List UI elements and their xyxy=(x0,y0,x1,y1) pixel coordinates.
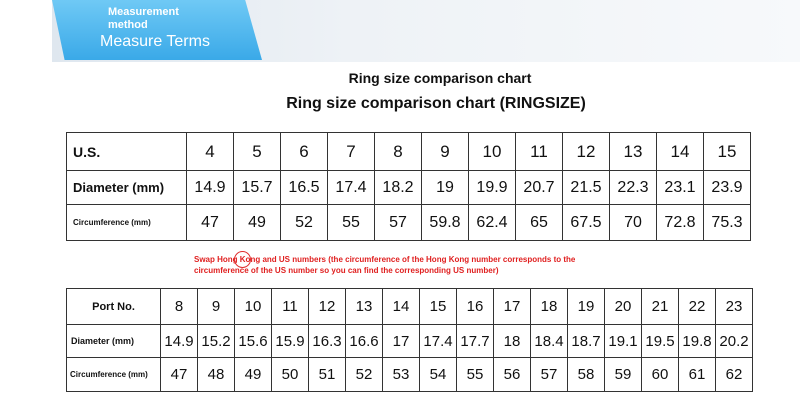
port-size-cell: 13 xyxy=(346,289,383,325)
port-size-cell: 12 xyxy=(309,289,346,325)
circumference-cell: 49 xyxy=(235,358,272,392)
diameter-cell: 17.7 xyxy=(457,325,494,358)
conversion-note xyxy=(194,254,694,276)
circumference-label: Circumference (mm) xyxy=(67,358,161,392)
port-diameter-row xyxy=(67,325,753,358)
circumference-cell: 61 xyxy=(679,358,716,392)
us-size-cell: 15 xyxy=(704,133,751,171)
diameter-cell: 14.9 xyxy=(187,171,234,205)
diameter-cell: 18.7 xyxy=(568,325,605,358)
port-size-cell: 15 xyxy=(420,289,457,325)
us-size-cell: 6 xyxy=(281,133,328,171)
diameter-cell: 19.5 xyxy=(642,325,679,358)
diameter-cell: 15.2 xyxy=(198,325,235,358)
circumference-cell: 48 xyxy=(198,358,235,392)
port-size-cell: 20 xyxy=(605,289,642,325)
us-size-cell: 9 xyxy=(422,133,469,171)
chart-subtitle: Ring size comparison chart (RINGSIZE) xyxy=(286,95,586,112)
port-circumference-row xyxy=(67,358,753,392)
note-line1: Swap Hong Kong and US numbers (the circumference of the Hong Kong number corresponds to the xyxy=(194,255,576,264)
port-size-table xyxy=(66,288,753,392)
circumference-cell: 55 xyxy=(328,205,375,241)
banner-subtitle: Measure Terms xyxy=(100,33,210,50)
diameter-cell: 18 xyxy=(494,325,531,358)
circumference-cell: 57 xyxy=(375,205,422,241)
circumference-label: Circumference (mm) xyxy=(67,205,187,241)
diameter-cell: 15.9 xyxy=(272,325,309,358)
port-size-cell: 22 xyxy=(679,289,716,325)
us-size-cell: 11 xyxy=(516,133,563,171)
circumference-cell: 54 xyxy=(420,358,457,392)
diameter-cell: 19 xyxy=(422,171,469,205)
us-size-cell: 5 xyxy=(234,133,281,171)
circumference-cell: 72.8 xyxy=(657,205,704,241)
diameter-cell: 17.4 xyxy=(328,171,375,205)
circumference-cell: 49 xyxy=(234,205,281,241)
diameter-label: Diameter (mm) xyxy=(67,171,187,205)
circumference-cell: 59.8 xyxy=(422,205,469,241)
us-size-cell: 7 xyxy=(328,133,375,171)
diameter-cell: 14.9 xyxy=(161,325,198,358)
us-size-cell: 8 xyxy=(375,133,422,171)
diameter-cell: 19.8 xyxy=(679,325,716,358)
us-size-table xyxy=(66,132,751,241)
port-size-cell: 18 xyxy=(531,289,568,325)
diameter-cell: 16.5 xyxy=(281,171,328,205)
banner-title-line2: method xyxy=(108,19,148,31)
circumference-cell: 47 xyxy=(187,205,234,241)
diameter-cell: 17.4 xyxy=(420,325,457,358)
circumference-cell: 56 xyxy=(494,358,531,392)
us-size-cell: 13 xyxy=(610,133,657,171)
circumference-cell: 57 xyxy=(531,358,568,392)
us-size-cell: 4 xyxy=(187,133,234,171)
diameter-cell: 20.7 xyxy=(516,171,563,205)
diameter-cell: 23.9 xyxy=(704,171,751,205)
circumference-cell: 47 xyxy=(161,358,198,392)
port-size-cell: 23 xyxy=(716,289,753,325)
us-size-cell: 10 xyxy=(469,133,516,171)
circumference-cell: 53 xyxy=(383,358,420,392)
us-circumference-row xyxy=(67,205,751,241)
us-size-cell: 12 xyxy=(563,133,610,171)
port-size-cell: 11 xyxy=(272,289,309,325)
circumference-cell: 65 xyxy=(516,205,563,241)
port-size-cell: 19 xyxy=(568,289,605,325)
circumference-cell: 58 xyxy=(568,358,605,392)
circumference-cell: 55 xyxy=(457,358,494,392)
diameter-cell: 20.2 xyxy=(716,325,753,358)
diameter-cell: 16.6 xyxy=(346,325,383,358)
port-size-cell: 10 xyxy=(235,289,272,325)
banner-title-line1: Measurement xyxy=(108,6,179,18)
diameter-cell: 15.6 xyxy=(235,325,272,358)
port-size-cell: 14 xyxy=(383,289,420,325)
note-line2: circumference of the US number so you can find the corresponding US number) xyxy=(194,266,499,275)
us-label: U.S. xyxy=(67,133,187,171)
us-size-row xyxy=(67,133,751,171)
port-size-cell: 9 xyxy=(198,289,235,325)
circumference-cell: 62 xyxy=(716,358,753,392)
diameter-cell: 23.1 xyxy=(657,171,704,205)
circumference-cell: 75.3 xyxy=(704,205,751,241)
circumference-cell: 52 xyxy=(346,358,383,392)
diameter-cell: 19.9 xyxy=(469,171,516,205)
diameter-cell: 16.3 xyxy=(309,325,346,358)
port-label: Port No. xyxy=(67,289,161,325)
port-size-cell: 16 xyxy=(457,289,494,325)
circumference-cell: 51 xyxy=(309,358,346,392)
diameter-cell: 21.5 xyxy=(563,171,610,205)
chart-title: Ring size comparison chart xyxy=(348,70,532,86)
diameter-cell: 18.4 xyxy=(531,325,568,358)
circumference-cell: 52 xyxy=(281,205,328,241)
diameter-cell: 17 xyxy=(383,325,420,358)
circumference-cell: 70 xyxy=(610,205,657,241)
us-diameter-row xyxy=(67,171,751,205)
port-size-cell: 21 xyxy=(642,289,679,325)
circumference-cell: 50 xyxy=(272,358,309,392)
diameter-cell: 22.3 xyxy=(610,171,657,205)
diameter-cell: 18.2 xyxy=(375,171,422,205)
diameter-label: Diameter (mm) xyxy=(67,325,161,358)
port-size-row xyxy=(67,289,753,325)
circumference-cell: 60 xyxy=(642,358,679,392)
diameter-cell: 15.7 xyxy=(234,171,281,205)
port-size-cell: 8 xyxy=(161,289,198,325)
diameter-cell: 19.1 xyxy=(605,325,642,358)
circumference-cell: 67.5 xyxy=(563,205,610,241)
us-size-cell: 14 xyxy=(657,133,704,171)
port-size-cell: 17 xyxy=(494,289,531,325)
circumference-cell: 62.4 xyxy=(469,205,516,241)
circumference-cell: 59 xyxy=(605,358,642,392)
